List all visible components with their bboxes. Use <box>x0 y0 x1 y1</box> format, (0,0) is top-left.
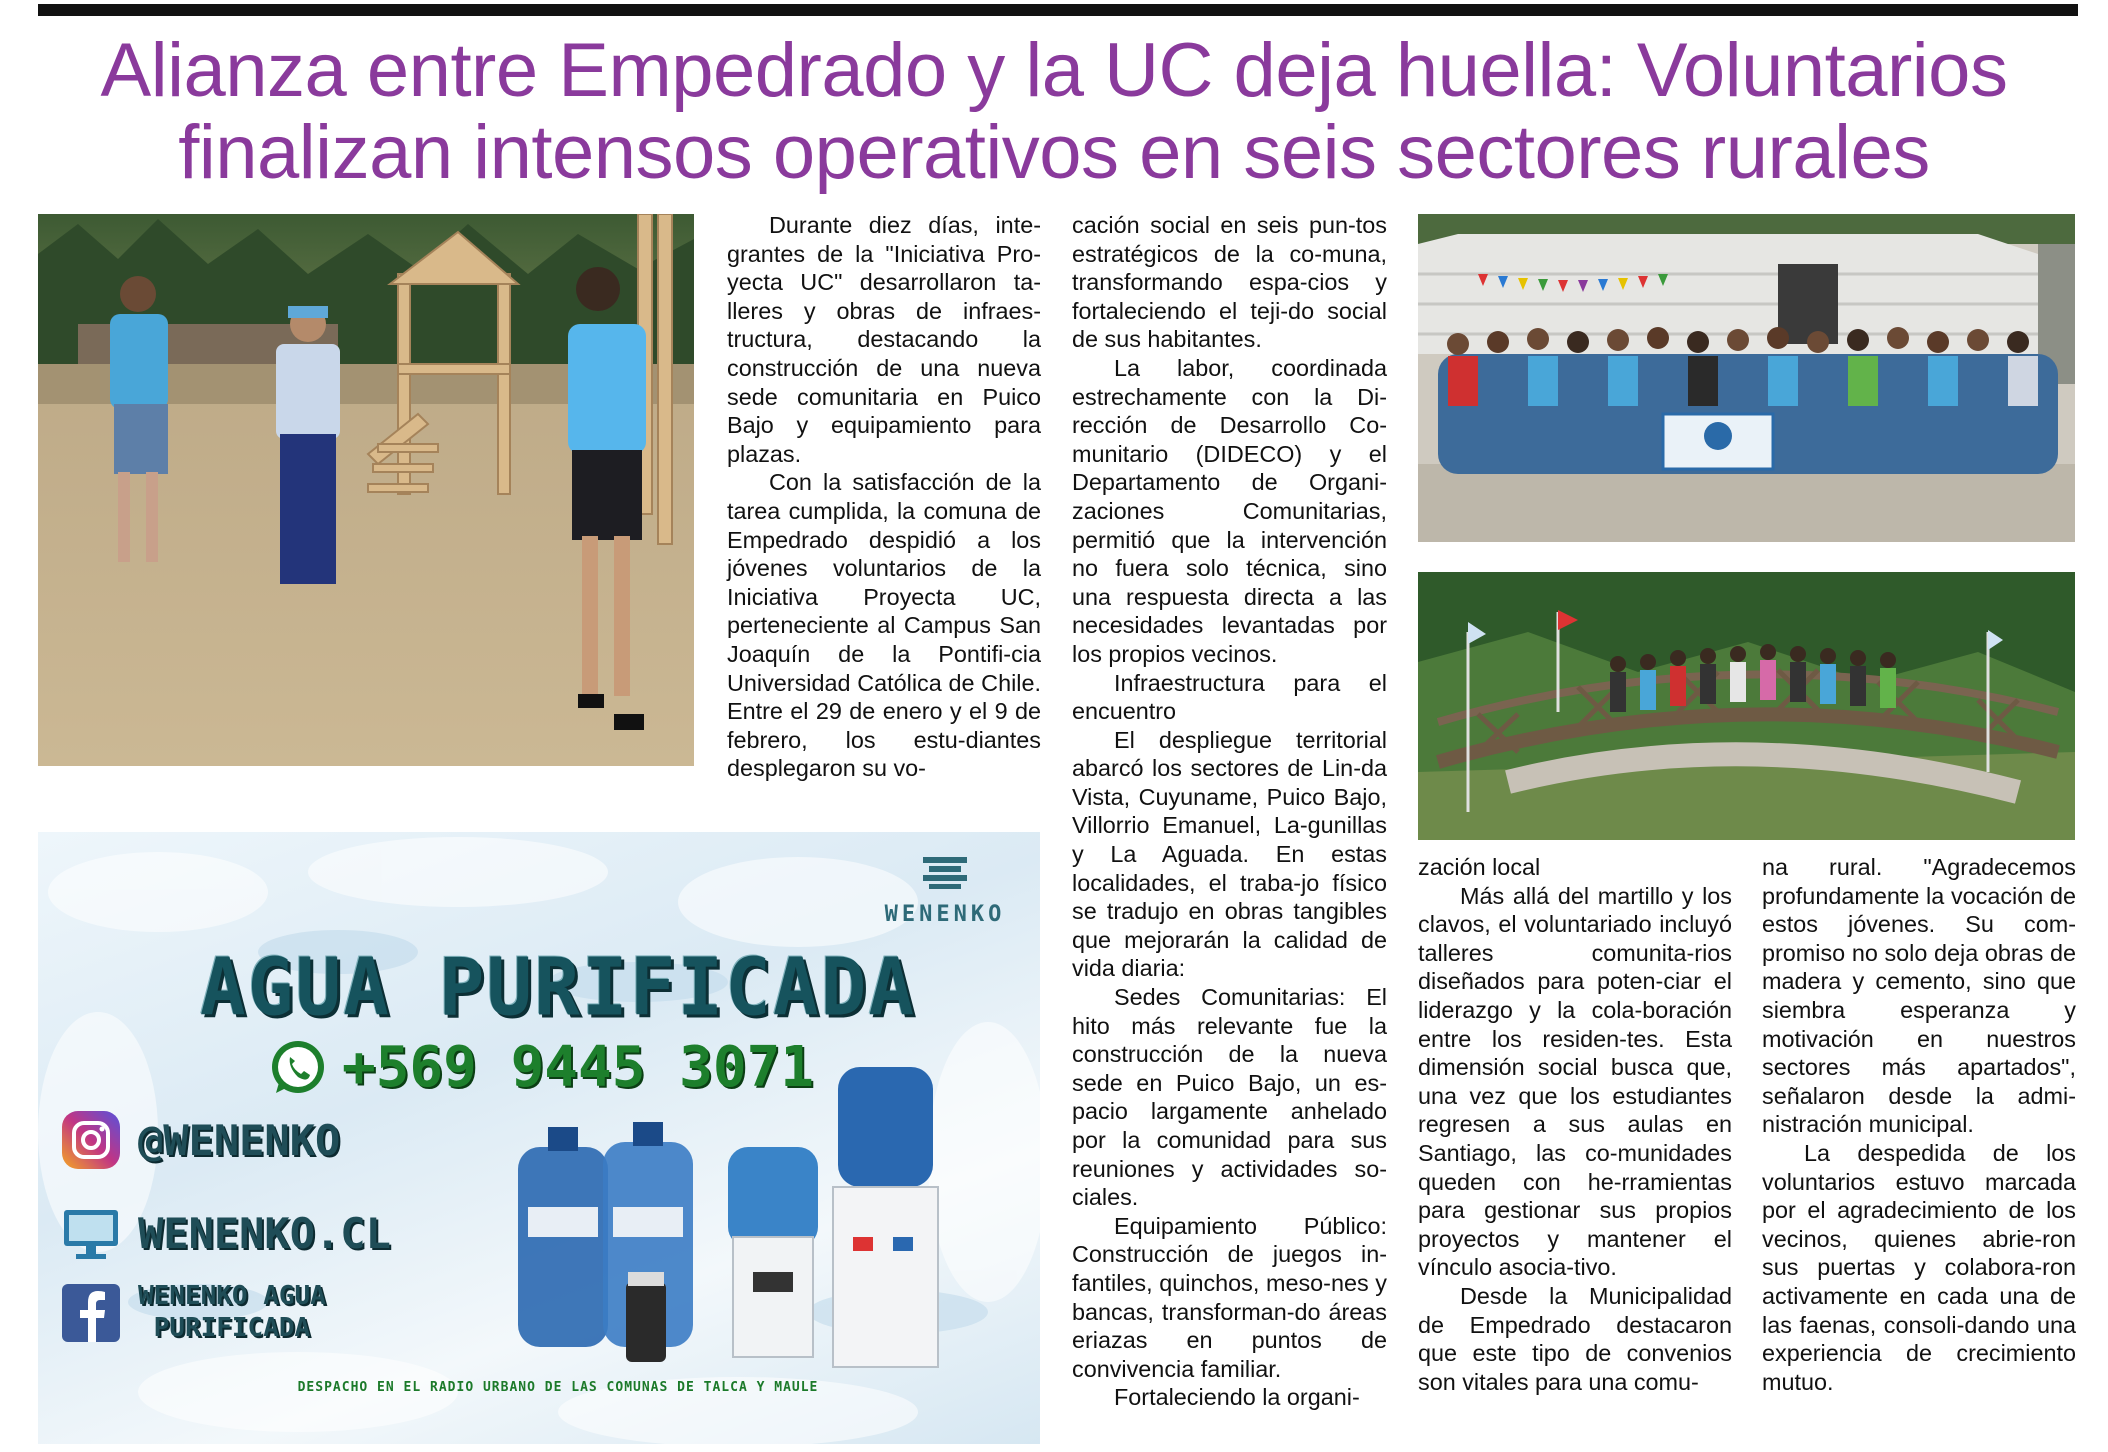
ad-website-url: WENENKO.CL <box>138 1208 391 1258</box>
bottle-1-icon <box>518 1127 608 1347</box>
photo-group-community-center <box>1418 214 2075 542</box>
instagram-icon <box>58 1107 124 1173</box>
water-bottles-illustration <box>508 1047 948 1377</box>
brand-mark-icon <box>923 857 967 889</box>
photo-playground-volunteers <box>38 214 694 766</box>
paragraph: El despliegue territorial abarcó los sectores de Lin-da Vista, Cuyuname, Puico Bajo, Villorrio Emanuel, La-gunillas y La Aguada. En estas localidades, el traba-jo físico se tradujo en obras tangibles que mejorarán la calidad de vida diaria: <box>1072 726 1387 982</box>
paragraph: cación social en seis pun-tos estratégicos de la co-muna, transformando espa-cios y fortaleciendo el teji-do social de sus habitantes. <box>1072 212 1387 353</box>
water-dispenser-icon <box>728 1147 818 1357</box>
ad-facebook <box>58 1280 326 1346</box>
ad-phone-number: +569 9445 3071 <box>342 1034 815 1100</box>
ad-facebook-line-1: WENENKO AGUA <box>138 1281 326 1311</box>
paragraph: Más allá del martillo y los clavos, el voluntariado incluyó talleres comunita-rios diseñados para poten-ciar el liderazgo y la cola-boración entre los residen-tes. Esta dimensión social busca que, una vez que los estudiantes regresen a sus aulas en Santiago, las co-munidades queden con he-rramientas para gestionar sus propios proyectos y mantener el vínculo asocia-tivo. <box>1418 882 1732 1281</box>
ad-instagram <box>58 1107 340 1173</box>
paragraph: Con la satisfacción de la tarea cumplida, la comuna de Empedrado despidió a los jóvenes voluntarios de la Iniciativa Proyecta UC, perteneciente al Campus San Joaquín de la Pontifi-cia Universidad Católica de Chile. Entre el 29 de enero y el 9 de febrero, los estu-diantes desplegaron su vo- <box>727 469 1041 782</box>
subheading: zación local <box>1418 854 1541 880</box>
headline <box>30 30 2078 194</box>
ad-website <box>58 1200 391 1266</box>
paragraph: La labor, coordinada estrechamente con la Di-rección de Desarrollo Co-munitario (DIDECO) y el Departamento de Organi-zaciones Comunitarias, permitió que la intervención no fuera solo técnica, sino una respuesta directa a las necesidades levantadas por los propios vecinos. <box>1072 354 1387 667</box>
paragraph: Desde la Municipalidad de Empedrado destacaron que este tipo de convenios son vitales para una comu- <box>1418 1282 1732 1395</box>
paragraph: Sedes Comunitarias: El hito más relevante fue la construcción de la nueva sede en Puico Bajo, un es-pacio largamente anhelado por la comunidad para sus reuniones y actividades so-ciales. <box>1072 984 1387 1211</box>
ad-brand-name: WENENKO <box>884 902 1006 927</box>
article-column-1 <box>727 211 1041 783</box>
paragraph: La despedida de los voluntarios estuvo marcada por el agradecimiento de los vecinos, quienes abrie-ron sus puertas y colabora-ron activamente en cada una de las faenas, consoli-dando una experiencia de crecimiento mutuo. <box>1762 1139 2076 1395</box>
ad-facebook-line-2: PURIFICADA <box>153 1313 311 1343</box>
facebook-icon <box>58 1280 124 1346</box>
photo-volunteers-on-bridge <box>1418 572 2075 840</box>
headline-line-2: finalizan intensos operativos en seis sectores rurales <box>178 110 1930 195</box>
water-cooler-icon <box>833 1067 938 1367</box>
bottle-2-icon <box>603 1122 693 1362</box>
article-column-2 <box>1072 211 1387 1412</box>
top-rule <box>38 4 2078 16</box>
article-column-3 <box>1418 853 1732 1396</box>
paragraph: na rural. "Agradecemos profundamente la vocación de estos jóvenes. Su com-promiso no solo deja obras de madera y cemento, sino que siembra esperanza y motivación en nuestros sectores más apartados", señalaron desde la admi-nistración municipal. <box>1762 854 2076 1138</box>
subheading: Fortaleciendo la organi- <box>1114 1384 1360 1411</box>
paragraph: Durante diez días, inte-grantes de la "Iniciativa Pro-yecta UC" desarrollaron ta-lleres y obras de infraes-tructura, destacando la construcción de una nueva sede comunitaria en Puico Bajo y equipamiento para plazas. <box>727 212 1041 467</box>
article-column-4 <box>1762 853 2076 1396</box>
paragraph: Equipamiento Público: Construcción de juegos in-fantiles, quinchos, meso-nes y bancas, transforman-do áreas eriazas en puntos de convivencia familiar. <box>1072 1212 1387 1382</box>
headline-line-1: Alianza entre Empedrado y la UC deja huella: Voluntarios <box>100 28 2008 113</box>
subheading: Infraestructura para el encuentro <box>1072 669 1387 725</box>
whatsapp-icon <box>268 1037 328 1097</box>
ad-delivery-note: DESPACHO EN EL RADIO URBANO DE LAS COMUNAS DE TALCA Y MAULE <box>297 1380 819 1395</box>
monitor-icon <box>58 1200 124 1266</box>
water-advertisement <box>38 832 1040 1444</box>
ad-brand-logo <box>870 857 1020 927</box>
ad-facebook-page <box>138 1280 326 1344</box>
ad-title: AGUA PURIFICADA <box>199 939 917 1034</box>
ad-instagram-handle: @WENENKO <box>138 1115 341 1165</box>
